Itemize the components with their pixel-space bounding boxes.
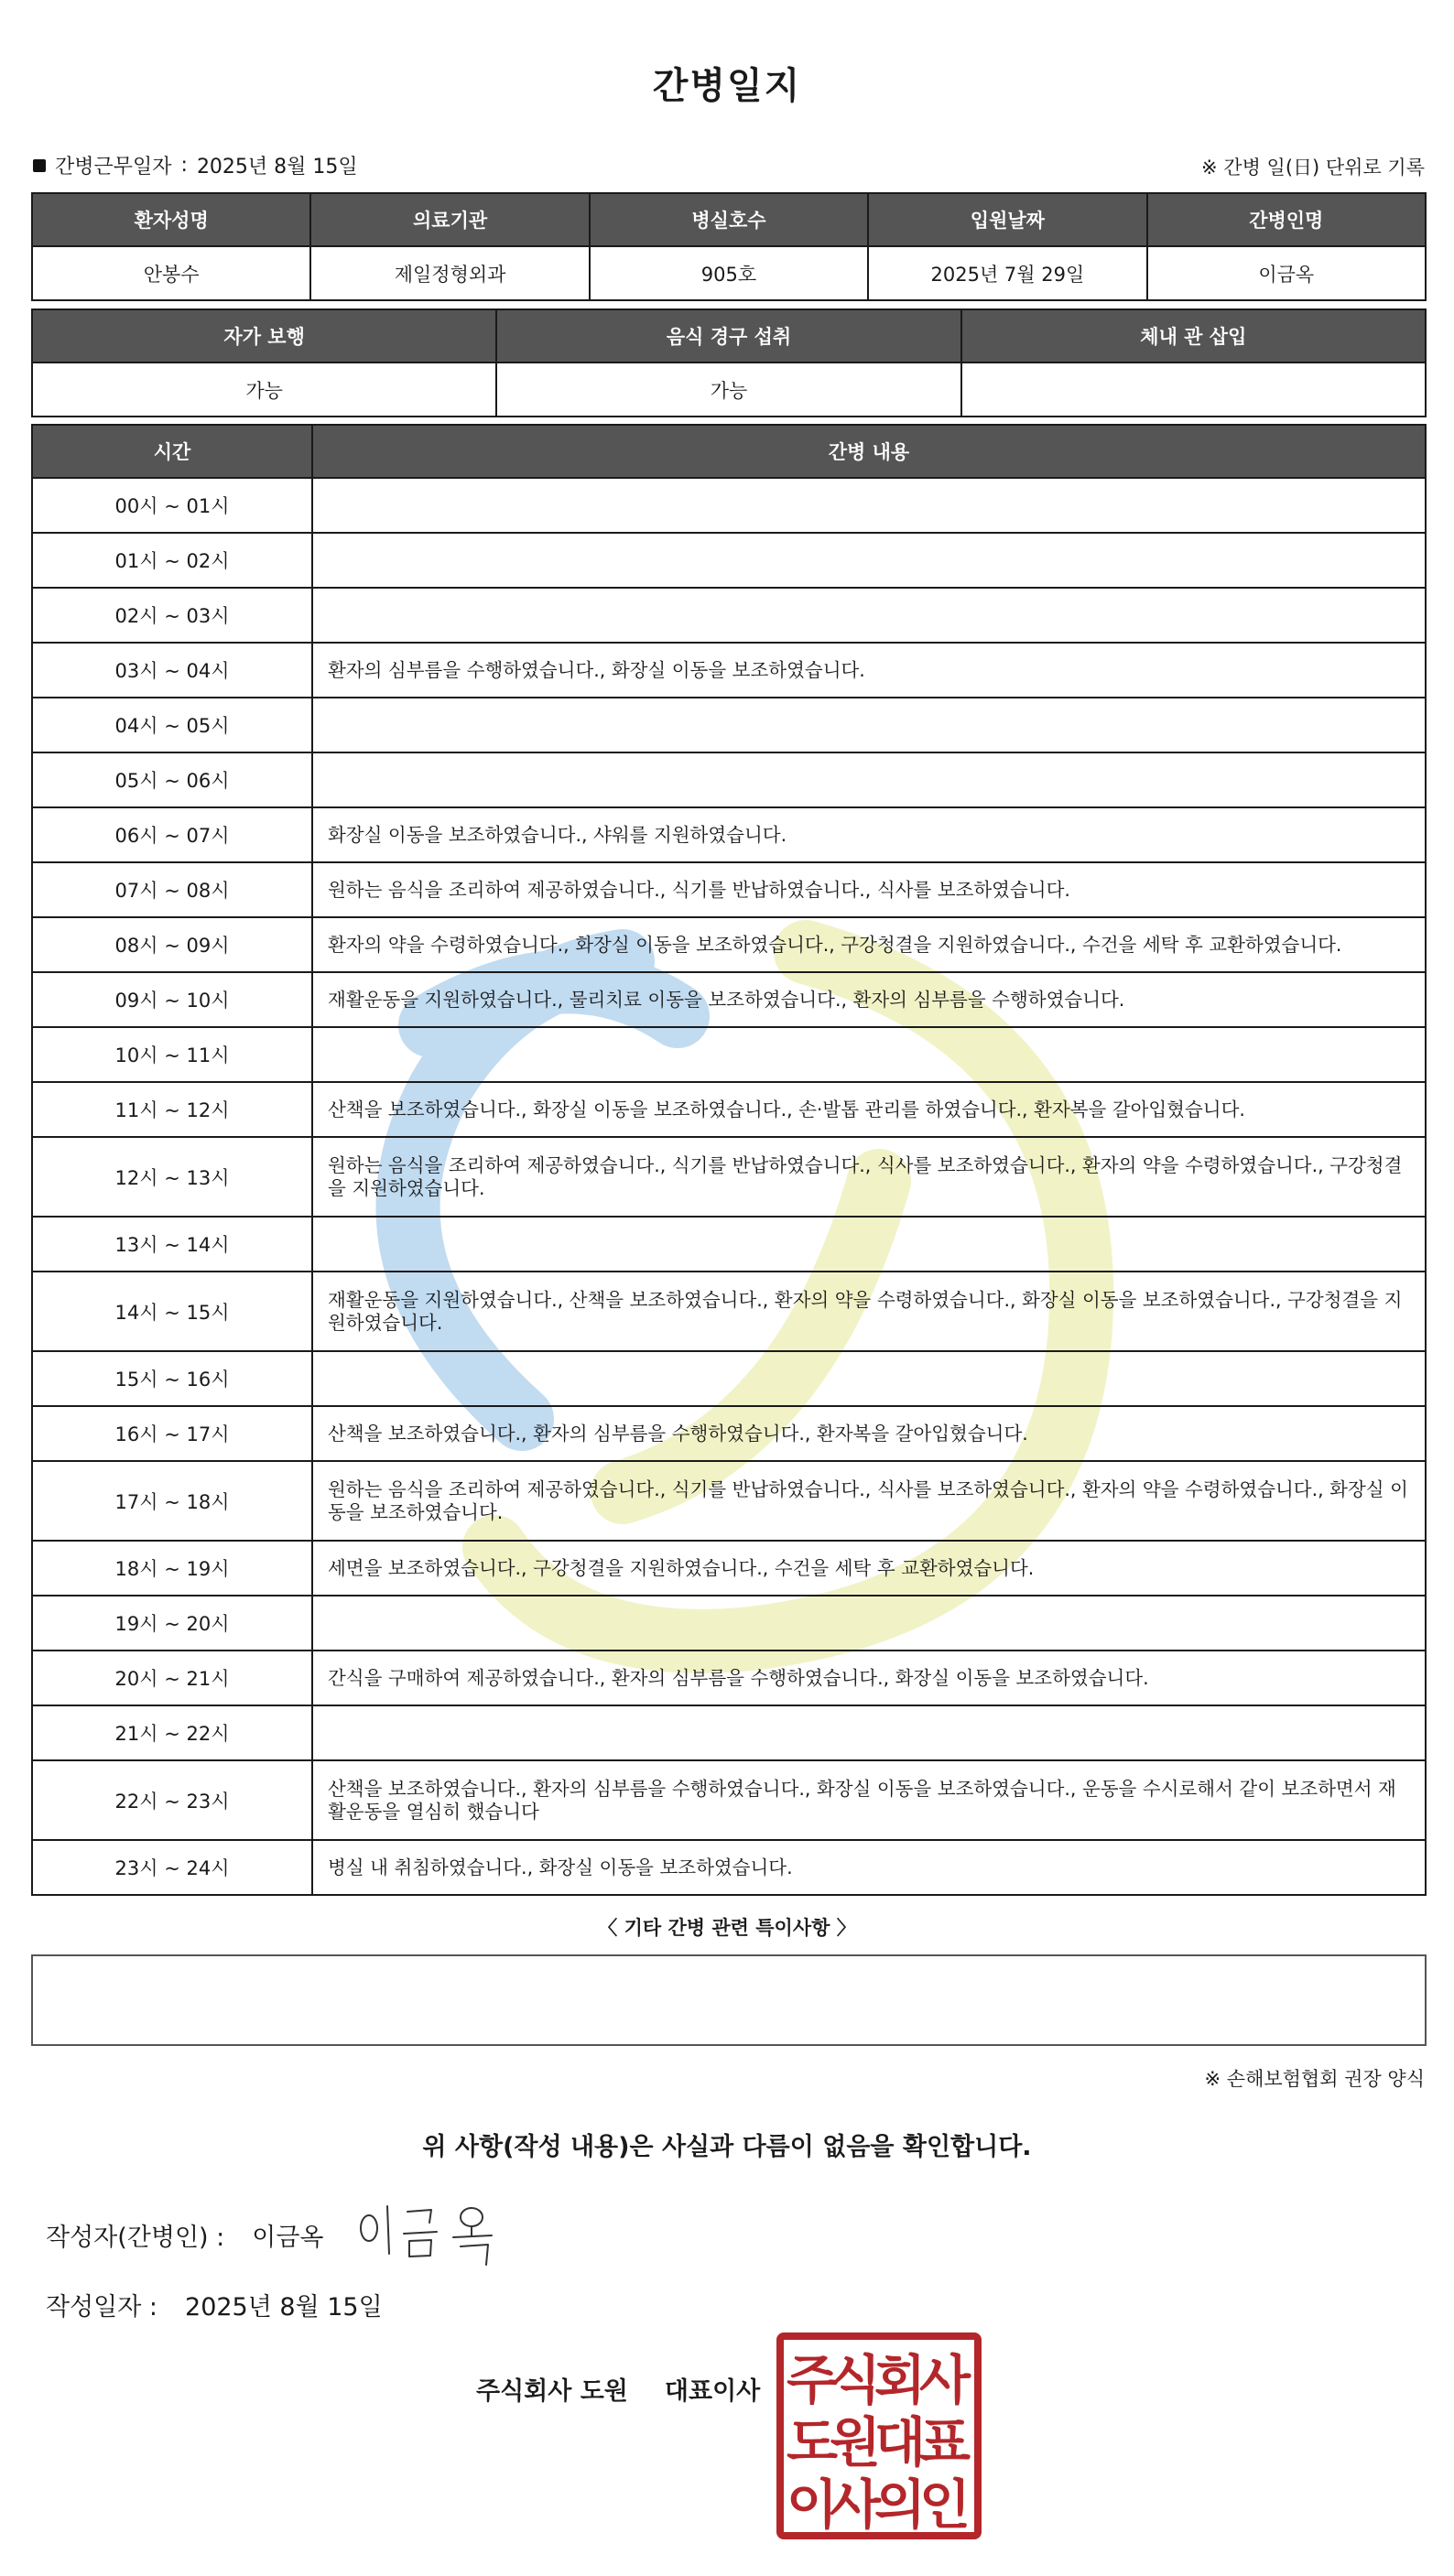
room-number: 905호 bbox=[590, 246, 868, 300]
time-slot: 19시 ~ 20시 bbox=[32, 1596, 312, 1651]
header-admission-date: 입원날짜 bbox=[868, 193, 1146, 246]
table-row bbox=[32, 643, 1426, 698]
time-slot: 14시 ~ 15시 bbox=[32, 1272, 312, 1351]
admission-date: 2025년 7월 29일 bbox=[868, 246, 1146, 300]
care-content: 재활운동을 지원하였습니다., 산책을 보조하였습니다., 환자의 약을 수령하였습니다., 화장실 이동을 보조하였습니다., 구강청결을 지원하였습니다. bbox=[312, 1272, 1426, 1351]
writer-label: 작성자(간병인) : bbox=[46, 2224, 225, 2252]
table-row bbox=[32, 1705, 1426, 1760]
svg-text:식: 식 bbox=[829, 2349, 882, 2411]
time-slot: 08시 ~ 09시 bbox=[32, 917, 312, 972]
company-line bbox=[476, 2371, 760, 2407]
caregiver-name: 이금옥 bbox=[1147, 246, 1426, 300]
writer-line bbox=[46, 2217, 324, 2253]
work-date-value: 2025년 8월 15일 bbox=[196, 156, 358, 179]
ceo-title: 대표이사 bbox=[664, 2377, 761, 2406]
svg-text:대: 대 bbox=[873, 2411, 927, 2473]
time-slot: 05시 ~ 06시 bbox=[32, 752, 312, 807]
header-hospital: 의료기관 bbox=[310, 193, 589, 246]
tube-insertion-value bbox=[961, 363, 1426, 417]
work-date-label: 간병근무일자 bbox=[55, 156, 172, 179]
table-row bbox=[32, 1541, 1426, 1596]
written-date-label: 작성일자 : bbox=[46, 2293, 158, 2322]
care-log-header-row bbox=[32, 425, 1426, 478]
table-row bbox=[32, 698, 1426, 752]
table-row bbox=[32, 1760, 1426, 1840]
svg-text:표: 표 bbox=[918, 2411, 971, 2473]
svg-text:도: 도 bbox=[786, 2411, 839, 2473]
header-oral-intake: 음식 경구 섭취 bbox=[496, 309, 960, 363]
table-row bbox=[32, 752, 1426, 807]
time-slot: 03시 ~ 04시 bbox=[32, 643, 312, 698]
time-slot: 10시 ~ 11시 bbox=[32, 1027, 312, 1082]
table-row bbox=[32, 1840, 1426, 1895]
patient-info-header-row bbox=[32, 193, 1426, 246]
table-row bbox=[32, 1351, 1426, 1406]
table-row bbox=[32, 1137, 1426, 1217]
time-slot: 12시 ~ 13시 bbox=[32, 1137, 312, 1217]
table-row bbox=[32, 972, 1426, 1027]
table-row bbox=[32, 807, 1426, 862]
time-slot: 20시 ~ 21시 bbox=[32, 1651, 312, 1705]
care-content bbox=[312, 1705, 1426, 1760]
care-content: 산책을 보조하였습니다., 화장실 이동을 보조하였습니다., 손·발톱 관리를 하였습니다., 환자복을 갈아입혔습니다. bbox=[312, 1082, 1426, 1137]
record-note: ※ 간병 일(日) 단위로 기록 bbox=[1201, 157, 1425, 179]
document-title: 간병일지 bbox=[652, 65, 802, 107]
header-caregiver-name: 간병인명 bbox=[1147, 193, 1426, 246]
table-row bbox=[32, 917, 1426, 972]
svg-text:인: 인 bbox=[918, 2473, 971, 2536]
header-room-number: 병실호수 bbox=[590, 193, 868, 246]
patient-status-table bbox=[31, 308, 1427, 417]
care-log-body bbox=[32, 478, 1426, 1895]
care-content: 산책을 보조하였습니다., 환자의 심부름을 수행하였습니다., 화장실 이동을 보조하였습니다., 운동을 수시로해서 같이 보조하면서 재활운동을 열심히 했습니다 bbox=[312, 1760, 1426, 1840]
care-content bbox=[312, 533, 1426, 588]
care-content: 원하는 음식을 조리하여 제공하였습니다., 식기를 반납하였습니다., 식사를 보조하였습니다., 환자의 약을 수령하였습니다., 화장실 이동을 보조하였습니다. bbox=[312, 1461, 1426, 1541]
table-row bbox=[32, 862, 1426, 917]
patient-name: 안봉수 bbox=[32, 246, 310, 300]
table-row bbox=[32, 1027, 1426, 1082]
notes-box bbox=[31, 1954, 1427, 2046]
care-content: 화장실 이동을 보조하였습니다., 샤워를 지원하였습니다. bbox=[312, 807, 1426, 862]
notes-title: 〈 기타 간병 관련 특이사항 〉 bbox=[598, 1917, 856, 1939]
time-slot: 02시 ~ 03시 bbox=[32, 588, 312, 643]
patient-info-table bbox=[31, 192, 1427, 301]
header-patient-name: 환자성명 bbox=[32, 193, 310, 246]
care-content: 원하는 음식을 조리하여 제공하였습니다., 식기를 반납하였습니다., 식사를 보조하였습니다. bbox=[312, 862, 1426, 917]
table-row bbox=[32, 478, 1426, 533]
svg-text:원: 원 bbox=[829, 2411, 882, 2473]
time-slot: 00시 ~ 01시 bbox=[32, 478, 312, 533]
table-row bbox=[32, 1406, 1426, 1461]
work-date-separator: : bbox=[180, 154, 188, 177]
handwritten-signature bbox=[353, 2190, 508, 2272]
header-care-content: 간병 내용 bbox=[312, 425, 1426, 478]
svg-text:이: 이 bbox=[786, 2473, 839, 2536]
care-content bbox=[312, 1027, 1426, 1082]
time-slot: 07시 ~ 08시 bbox=[32, 862, 312, 917]
time-slot: 11시 ~ 12시 bbox=[32, 1082, 312, 1137]
time-slot: 23시 ~ 24시 bbox=[32, 1840, 312, 1895]
care-content: 세면을 보조하였습니다., 구강청결을 지원하였습니다., 수건을 세탁 후 교환하였습니다. bbox=[312, 1541, 1426, 1596]
time-slot: 01시 ~ 02시 bbox=[32, 533, 312, 588]
time-slot: 13시 ~ 14시 bbox=[32, 1217, 312, 1272]
table-row bbox=[32, 1596, 1426, 1651]
time-slot: 18시 ~ 19시 bbox=[32, 1541, 312, 1596]
care-content: 재활운동을 지원하였습니다., 물리치료 이동을 보조하였습니다., 환자의 심부름을 수행하였습니다. bbox=[312, 972, 1426, 1027]
care-content bbox=[312, 1351, 1426, 1406]
hospital-name: 제일정형외과 bbox=[310, 246, 589, 300]
written-date-line bbox=[46, 2287, 383, 2322]
time-slot: 09시 ~ 10시 bbox=[32, 972, 312, 1027]
svg-text:의: 의 bbox=[873, 2473, 927, 2536]
source-note: ※ 손해보험협회 권장 양식 bbox=[1204, 2068, 1425, 2090]
written-date-value: 2025년 8월 15일 bbox=[185, 2293, 383, 2322]
patient-status-value-row bbox=[32, 363, 1426, 417]
header-self-walking: 자가 보행 bbox=[32, 309, 496, 363]
care-content: 환자의 심부름을 수행하였습니다., 화장실 이동을 보조하였습니다. bbox=[312, 643, 1426, 698]
svg-text:사: 사 bbox=[829, 2473, 882, 2536]
header-time: 시간 bbox=[32, 425, 312, 478]
svg-text:주: 주 bbox=[786, 2349, 839, 2411]
care-content bbox=[312, 698, 1426, 752]
care-content: 병실 내 취침하였습니다., 화장실 이동을 보조하였습니다. bbox=[312, 1840, 1426, 1895]
svg-text:회: 회 bbox=[873, 2349, 927, 2411]
time-slot: 06시 ~ 07시 bbox=[32, 807, 312, 862]
table-row bbox=[32, 533, 1426, 588]
writer-name: 이금옥 bbox=[252, 2224, 324, 2252]
oral-intake-value: 가능 bbox=[496, 363, 960, 417]
notes-content bbox=[33, 1956, 1425, 1978]
care-content: 산책을 보조하였습니다., 환자의 심부름을 수행하였습니다., 환자복을 갈아입혔습니다. bbox=[312, 1406, 1426, 1461]
patient-info-value-row bbox=[32, 246, 1426, 300]
table-row bbox=[32, 1272, 1426, 1351]
self-walking-value: 가능 bbox=[32, 363, 496, 417]
company-seal-stamp bbox=[776, 2332, 982, 2539]
care-content bbox=[312, 1596, 1426, 1651]
care-content: 원하는 음식을 조리하여 제공하였습니다., 식기를 반납하였습니다., 식사를 보조하였습니다., 환자의 약을 수령하였습니다., 구강청결을 지원하였습니다. bbox=[312, 1137, 1426, 1217]
time-slot: 22시 ~ 23시 bbox=[32, 1760, 312, 1840]
work-date-line bbox=[33, 151, 358, 179]
patient-status-header-row bbox=[32, 309, 1426, 363]
table-row bbox=[32, 1651, 1426, 1705]
header-tube-insertion: 체내 관 삽입 bbox=[961, 309, 1426, 363]
table-row bbox=[32, 1461, 1426, 1541]
table-row bbox=[32, 1082, 1426, 1137]
care-content bbox=[312, 478, 1426, 533]
care-content: 간식을 구매하여 제공하였습니다., 환자의 심부름을 수행하였습니다., 화장실 이동을 보조하였습니다. bbox=[312, 1651, 1426, 1705]
company-name: 주식회사 도원 bbox=[476, 2377, 628, 2406]
table-row bbox=[32, 588, 1426, 643]
time-slot: 04시 ~ 05시 bbox=[32, 698, 312, 752]
time-slot: 21시 ~ 22시 bbox=[32, 1705, 312, 1760]
time-slot: 16시 ~ 17시 bbox=[32, 1406, 312, 1461]
time-slot: 15시 ~ 16시 bbox=[32, 1351, 312, 1406]
care-content bbox=[312, 752, 1426, 807]
care-log-table bbox=[31, 424, 1427, 1896]
care-content: 환자의 약을 수령하였습니다., 화장실 이동을 보조하였습니다., 구강청결을 지원하였습니다., 수건을 세탁 후 교환하였습니다. bbox=[312, 917, 1426, 972]
confirmation-statement: 위 사항(작성 내용)은 사실과 다름이 없음을 확인합니다. bbox=[422, 2133, 1032, 2161]
care-content bbox=[312, 588, 1426, 643]
care-content bbox=[312, 1217, 1426, 1272]
table-row bbox=[32, 1217, 1426, 1272]
square-bullet-icon bbox=[33, 159, 46, 172]
svg-text:사: 사 bbox=[918, 2349, 971, 2411]
time-slot: 17시 ~ 18시 bbox=[32, 1461, 312, 1541]
